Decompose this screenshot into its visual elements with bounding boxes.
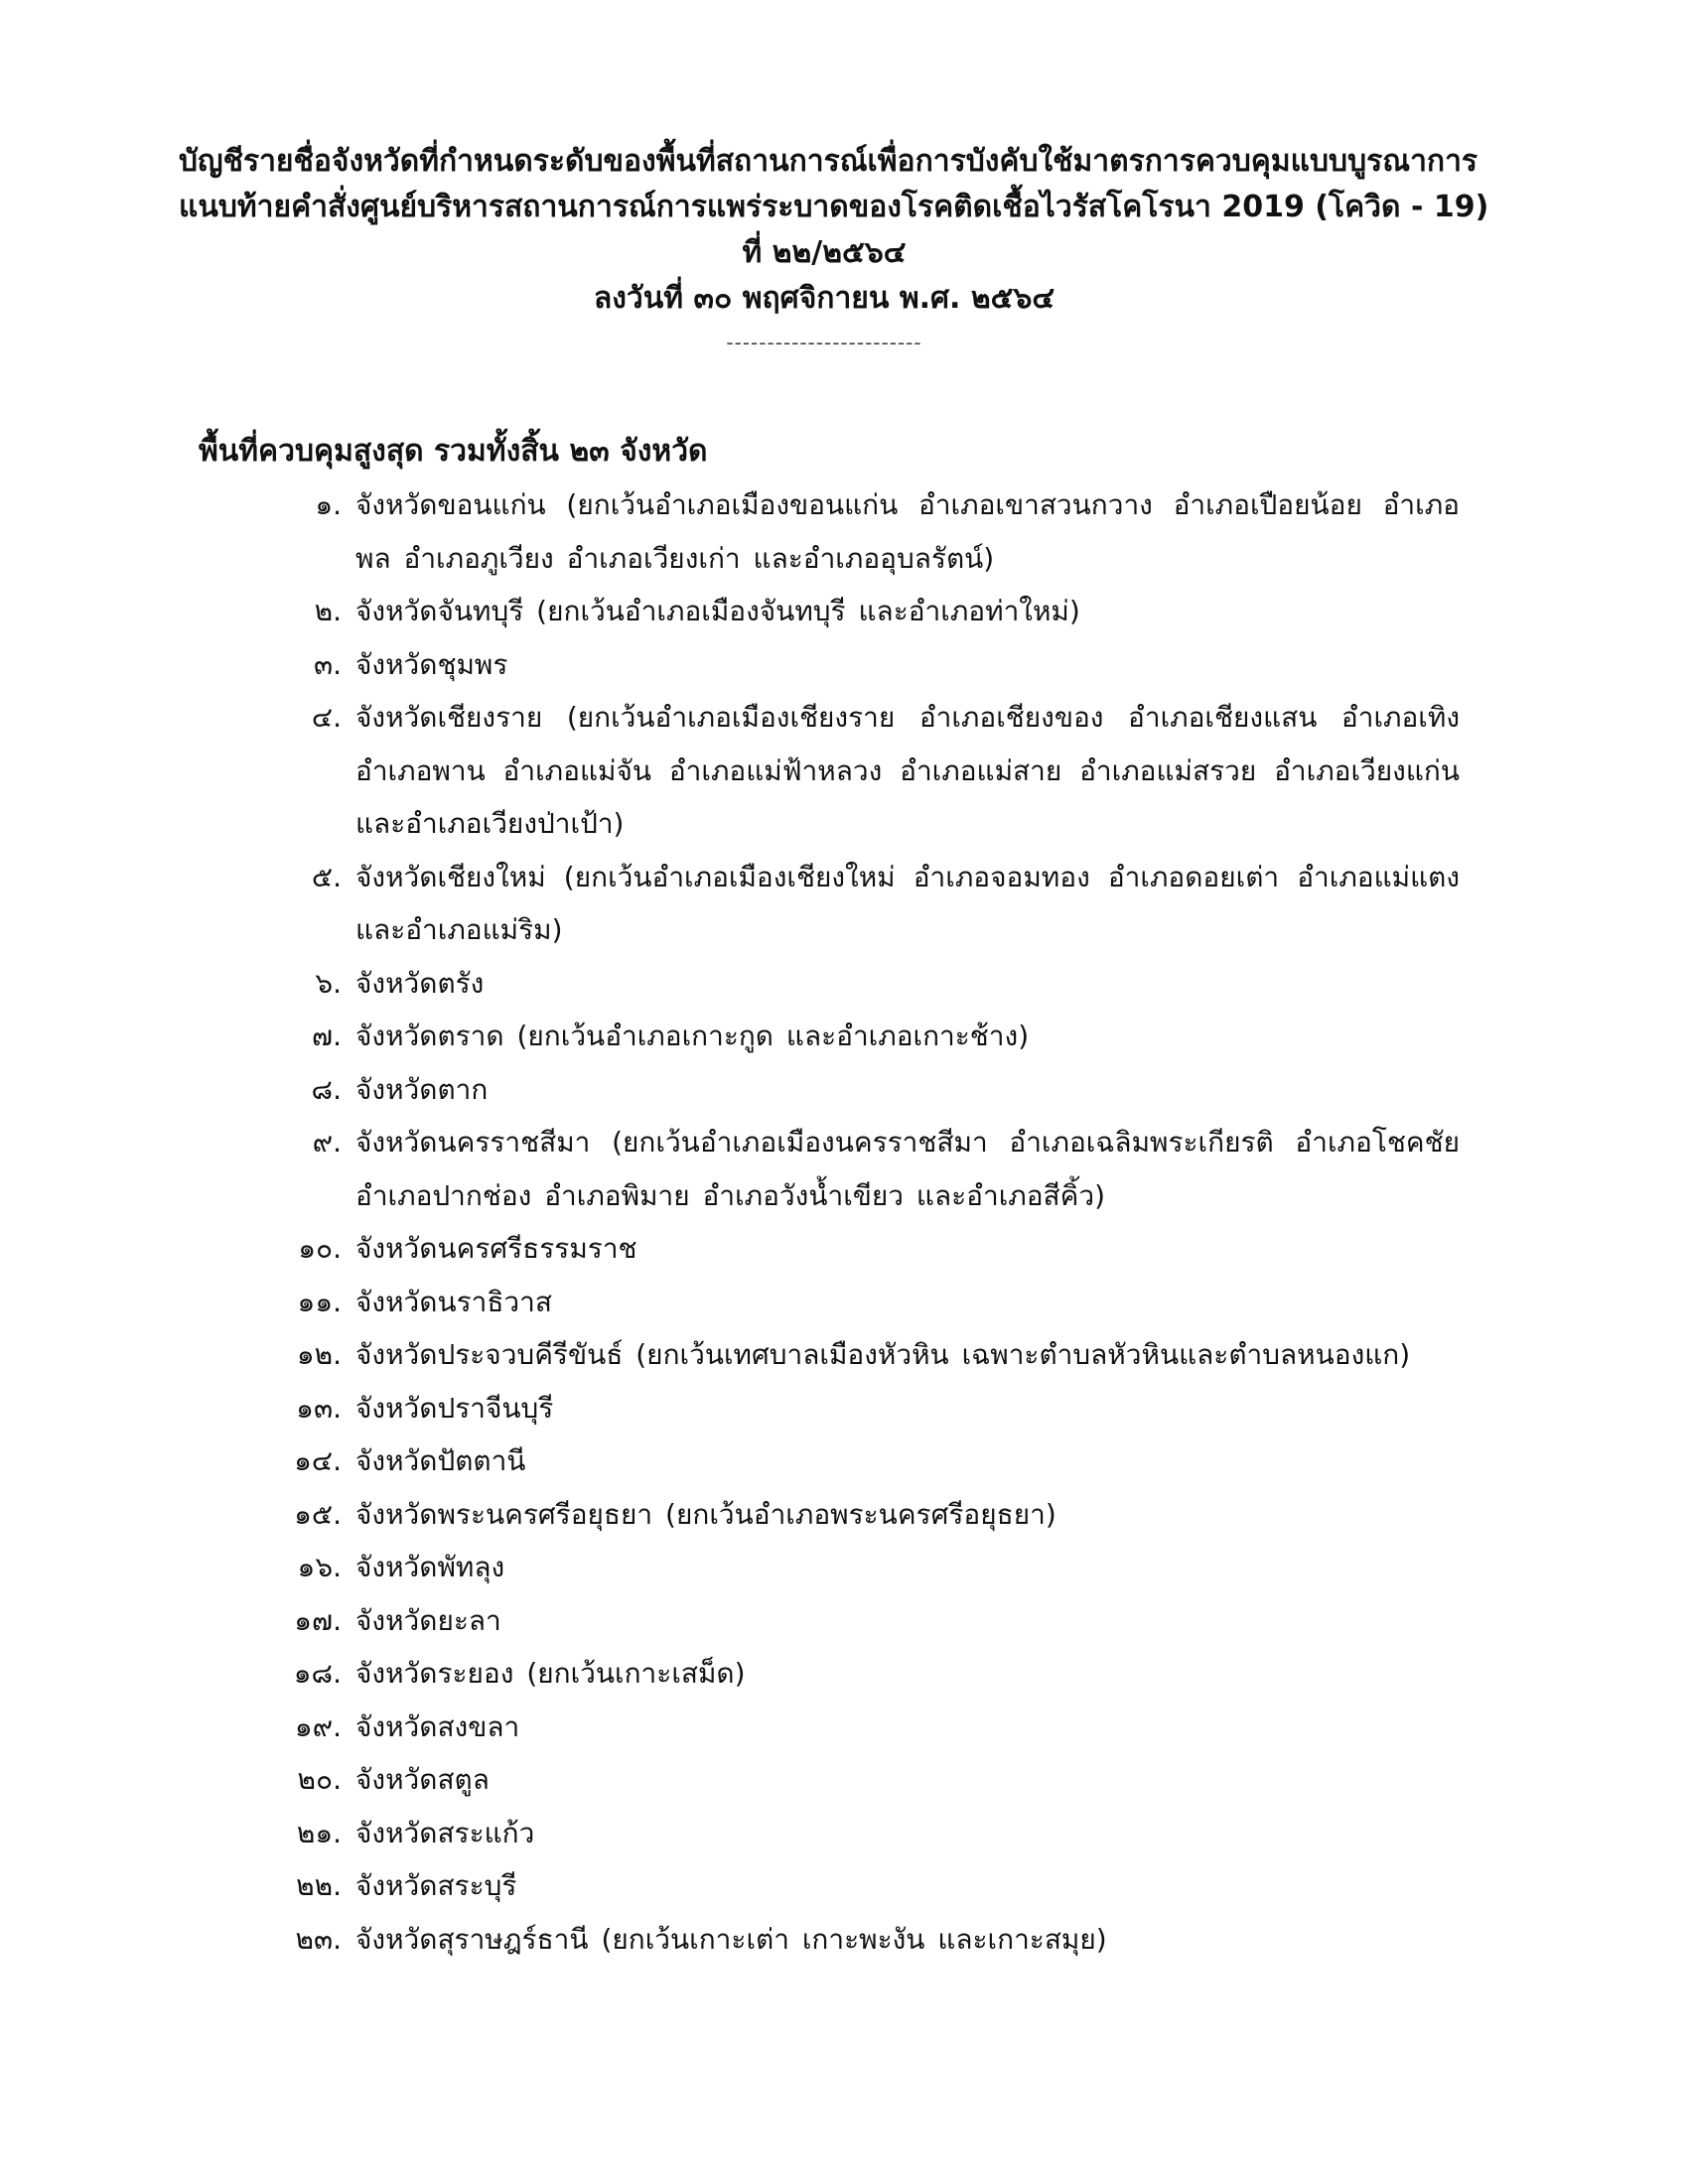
item-text: จังหวัดตรัง (355, 966, 485, 1000)
item-number: ๑๘. (293, 1657, 342, 1690)
title-line-1: บัญชีรายชื่อจังหวัดที่กำหนดระดับของพื้นที่สถานการณ์เพื่อการบังคับใช้มาตรการควบคุมแบบบูรณาการ (179, 144, 1478, 179)
item-text: จังหวัดปัตตานี (355, 1444, 526, 1477)
list-item (288, 1594, 1460, 1648)
item-number: ๒๓. (295, 1922, 342, 1956)
item-text: จังหวัดสระบุรี (355, 1869, 517, 1902)
item-number: ๖. (315, 966, 342, 1000)
separator-line: ------------------------ (726, 331, 922, 354)
item-text: จังหวัดนครศรีธรรมราช (355, 1232, 637, 1265)
item-number: ๑๑. (297, 1285, 342, 1318)
item-number: ๒. (314, 595, 342, 627)
order-date: ลงวันที่ ๓๐ พฤศจิกายน พ.ศ. ๒๕๖๔ (593, 281, 1055, 316)
item-text: จังหวัดนราธิวาส (355, 1285, 552, 1318)
item-number: ๑. (315, 488, 342, 521)
item-number: ๑๐. (298, 1232, 342, 1265)
item-text: จังหวัดประจวบคีรีขันธ์ (ยกเว้นเทศบาลเมืองหัวหิน เฉพาะตำบลหัวหินและตำบลหนองแก) (355, 1338, 1411, 1371)
list-item (288, 691, 1460, 851)
item-text: จังหวัดยะลา (355, 1603, 501, 1637)
item-text: จังหวัดพระนครศรีอยุธยา (ยกเว้นอำเภอพระนครศรีอยุธยา) (355, 1497, 1056, 1531)
item-text: จังหวัดตาก (355, 1072, 489, 1106)
item-number: ๕. (311, 860, 342, 893)
list-item (288, 1753, 1460, 1807)
item-number: ๑๒. (296, 1338, 342, 1371)
list-item (288, 1063, 1460, 1117)
list-item (288, 478, 1460, 585)
item-text: จังหวัดเชียงราย (ยกเว้นอำเภอเมืองเชียงราย อำเภอเชียงของ อำเภอเชียงแสน อำเภอเทิง อำเภอพาน อำเภอแม่จัน อำเภอแม่ฟ้าหลวง อำเภอแม่สาย อำเภอแม่สรวย อำเภอเวียงแก่น และอำเภอเวียงป่าเป้า) (355, 701, 1460, 840)
list-item (288, 851, 1460, 957)
item-text: จังหวัดตราด (ยกเว้นอำเภอเกาะกูด และอำเภอเกาะช้าง) (355, 1020, 1030, 1052)
item-text: จังหวัดปราจีนบุรี (355, 1391, 554, 1425)
list-item (288, 1328, 1460, 1382)
item-number: ๑๔. (294, 1444, 342, 1477)
order-number: ที่ ๒๒/๒๕๖๔ (742, 235, 907, 270)
list-item (288, 957, 1460, 1011)
item-number: ๑๙. (294, 1709, 342, 1743)
item-number: ๑๓. (296, 1391, 342, 1425)
item-text: จังหวัดขอนแก่น (ยกเว้นอำเภอเมืองขอนแก่น อำเภอเขาสวนกวาง อำเภอเปือยน้อย อำเภอพล อำเภอภูเวียง อำเภอเวียงเก่า และอำเภออุบลรัตน์) (355, 488, 1460, 575)
item-text: จังหวัดสุราษฎร์ธานี (ยกเว้นเกาะเต่า เกาะพะงัน และเกาะสมุย) (355, 1922, 1107, 1956)
list-item (288, 1116, 1460, 1222)
list-item (288, 1222, 1460, 1276)
list-item (288, 1701, 1460, 1754)
item-number: ๑๕. (294, 1497, 342, 1531)
list-item (288, 1382, 1460, 1435)
list-item (288, 1276, 1460, 1329)
item-number: ๒๐. (297, 1763, 342, 1796)
list-item (288, 1541, 1460, 1594)
item-text: จังหวัดระยอง (ยกเว้นเกาะเสม็ด) (355, 1657, 746, 1690)
list-item (288, 585, 1460, 638)
title-line-2: แนบท้ายคำสั่งศูนย์บริหารสถานการณ์การแพร่ระบาดของโรคติดเชื้อไวรัสโคโรนา 2019 (โควิด - 19) (179, 190, 1489, 224)
item-text: จังหวัดชุมพร (355, 647, 508, 681)
list-item (288, 1434, 1460, 1488)
province-list (288, 478, 1460, 1966)
item-text: จังหวัดสตูล (355, 1763, 490, 1796)
document-title (179, 139, 1489, 357)
item-number: ๒๑. (296, 1816, 342, 1849)
item-number: ๑๗. (294, 1603, 342, 1637)
item-number: ๒๒. (296, 1869, 342, 1902)
item-number: ๘. (311, 1072, 342, 1106)
item-text: จังหวัดนครราชสีมา (ยกเว้นอำเภอเมืองนครราชสีมา อำเภอเฉลิมพระเกียรติ อำเภอโชคชัย อำเภอปากช่อง อำเภอพิมาย อำเภอวังน้ำเขียว และอำเภอสีคิ้ว) (355, 1126, 1460, 1212)
list-item (288, 1010, 1460, 1063)
item-text: จังหวัดพัทลุง (355, 1551, 505, 1583)
item-number: ๗. (312, 1020, 342, 1052)
item-text: จังหวัดสระแก้ว (355, 1816, 535, 1849)
section-heading: พื้นที่ควบคุมสูงสุด รวมทั้งสิ้น ๒๓ จังหวัด (199, 434, 708, 469)
item-number: ๔. (311, 701, 342, 734)
item-text: จังหวัดสงขลา (355, 1709, 520, 1743)
item-number: ๑๖. (297, 1551, 342, 1583)
item-text: จังหวัดเชียงใหม่ (ยกเว้นอำเภอเมืองเชียงใหม่ อำเภอจอมทอง อำเภอดอยเต่า อำเภอแม่แตง และอำเภอแม่ริม) (355, 860, 1460, 946)
list-item (288, 1859, 1460, 1913)
list-item (288, 1807, 1460, 1860)
item-text: จังหวัดจันทบุรี (ยกเว้นอำเภอเมืองจันทบุรี และอำเภอท่าใหม่) (355, 595, 1080, 627)
item-number: ๓. (313, 647, 342, 681)
item-number: ๙. (312, 1126, 342, 1159)
list-item (288, 1488, 1460, 1542)
list-item (288, 1647, 1460, 1701)
list-item (288, 1913, 1460, 1967)
list-item (288, 638, 1460, 692)
